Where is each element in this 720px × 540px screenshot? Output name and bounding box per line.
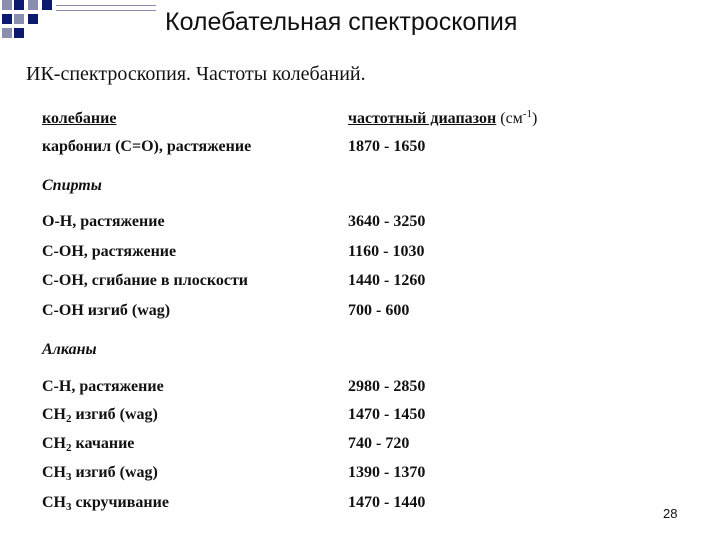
vibration-name: O-H, растяжение xyxy=(42,213,165,230)
section-heading-alkanes: Алканы xyxy=(42,341,97,358)
column-header-frequency-label: частотный диапазон xyxy=(348,110,497,127)
unit-prefix: (см xyxy=(500,110,523,127)
vibration-type: качание xyxy=(71,435,135,452)
formula-subscript: 2 xyxy=(66,442,72,454)
vibration-name: C-H, растяжение xyxy=(42,378,164,395)
frequency-range: 3640 - 3250 xyxy=(348,213,426,230)
frequency-range: 2980 - 2850 xyxy=(348,378,426,395)
vibration-name: C-OH, сгибание в плоскости xyxy=(42,272,249,289)
column-header-vibration: колебание xyxy=(42,110,117,127)
frequency-range: 1160 - 1030 xyxy=(348,243,425,260)
frequency-range: 700 - 600 xyxy=(348,302,410,319)
formula-part: CH xyxy=(42,406,66,423)
frequency-unit xyxy=(500,110,537,127)
vibration-name: C-OH изгиб (wag) xyxy=(42,302,171,319)
frequency-range: 1470 - 1450 xyxy=(348,406,426,423)
vibration-name xyxy=(42,406,158,424)
vibration-name xyxy=(42,494,169,512)
frequency-range: 1390 - 1370 xyxy=(348,464,426,481)
column-header-frequency xyxy=(348,110,537,128)
section-heading-alcohols: Спирты xyxy=(42,177,102,194)
slide-subtitle: ИК-спектроскопия. Частоты колебаний. xyxy=(26,63,366,85)
frequency-range: 1870 - 1650 xyxy=(348,138,426,155)
vibration-name: карбонил (C=O), растяжение xyxy=(42,138,252,155)
formula-subscript: 3 xyxy=(66,471,72,483)
vibration-type: скручивание xyxy=(71,494,169,511)
formula-part: CH xyxy=(42,494,66,511)
formula-part: CH xyxy=(42,435,66,452)
frequency-range: 1440 - 1260 xyxy=(348,272,426,289)
vibration-name xyxy=(42,464,158,482)
frequency-range: 740 - 720 xyxy=(348,435,410,452)
formula-subscript: 3 xyxy=(66,501,72,513)
formula-part: CH xyxy=(42,464,66,481)
vibration-type: изгиб (wag) xyxy=(71,406,158,423)
unit-exponent: -1 xyxy=(522,108,532,120)
formula-subscript: 2 xyxy=(66,413,72,425)
frequency-range: 1470 - 1440 xyxy=(348,494,426,511)
slide-title: Колебательная спектроскопия xyxy=(165,8,518,36)
page-number: 28 xyxy=(663,506,678,521)
unit-suffix: ) xyxy=(531,110,538,127)
vibration-type: изгиб (wag) xyxy=(71,464,158,481)
decorative-squares xyxy=(0,0,160,48)
vibration-name: C-OH, растяжение xyxy=(42,243,177,260)
vibration-name xyxy=(42,435,134,453)
